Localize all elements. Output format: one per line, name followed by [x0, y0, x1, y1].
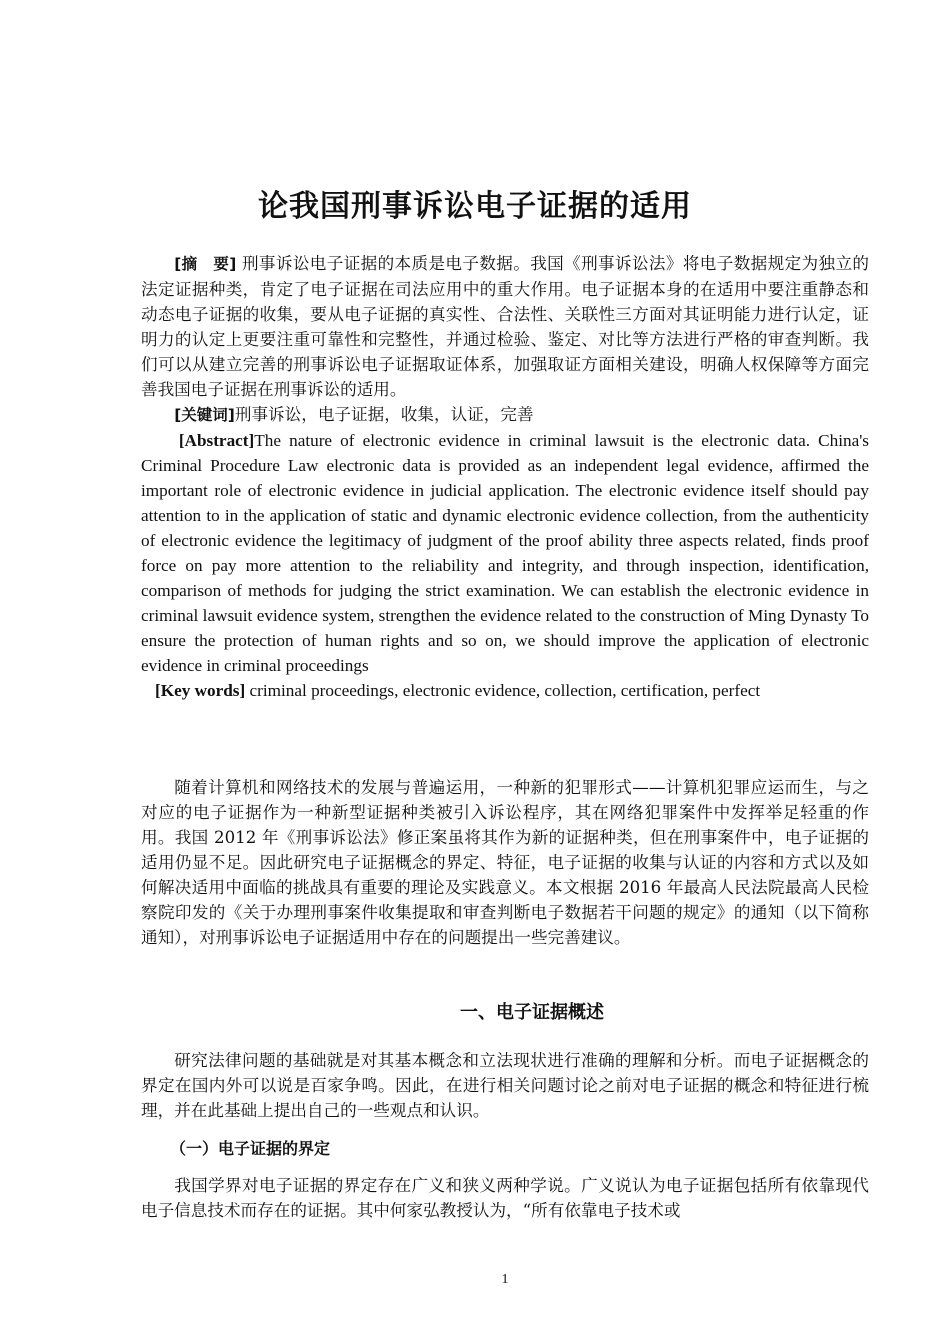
- keywords-zh-text: 刑事诉讼，电子证据，收集，认证，完善: [234, 405, 534, 424]
- abstract-zh-text: 刑事诉讼电子证据的本质是电子数据。我国《刑事诉讼法》将电子数据规定为独立的法定证据种类，肯定了电子证据在司法应用中的重大作用。电子证据本身的在适用中要注重静态和动态电子证据的收集，要从电子证据的真实性、合法性、关联性三方面对其证明能力进行认定，证明力的认定上更要注重可靠性和完整性，并通过检验、鉴定、对比等方法进行严格的审查判断。我们可以从建立完善的刑事诉讼电子证据取证体系，加强取证方面相关建设，明确人权保障等方面完善我国电子证据在刑事诉讼的适用。: [141, 254, 869, 399]
- abstract-section: [141, 251, 869, 703]
- subsection-paragraph: 我国学界对电子证据的界定存在广义和狭义两种学说。广义说认为电子证据包括所有依靠现代电子信息技术而存在的证据。其中何家弘教授认为，“所有依靠电子技术或: [141, 1176, 869, 1220]
- abstract-en-label: [Abstract]: [178, 431, 255, 450]
- paper-title: 论我国刑事诉讼电子证据的适用: [258, 189, 692, 224]
- abstract-en: [141, 428, 869, 678]
- keywords-en: [141, 678, 869, 703]
- page-number: 1: [501, 1272, 509, 1287]
- abstract-zh: [141, 251, 869, 402]
- abstract-zh-label: [摘 要]: [174, 255, 237, 273]
- introduction-section: [141, 775, 869, 950]
- abstract-en-text: The nature of electronic evidence in criminal lawsuit is the electronic data. China's Criminal Procedure Law electronic data is provided as an independent legal evidence, affirmed the important role of electronic evidence in judicial application. The electronic evidence itself should pay attention to in the application of static and dynamic electronic evidence collection, from the authenticity of electronic evidence the legitimacy of judgment of the proof ability three aspects related, finds proof force on pay more attention to the reliability and integrity, and through inspection, identification, comparison of methods for judging the strict examination. We can establish the electronic evidence in criminal lawsuit evidence system, strengthen the evidence related to the construction of Ming Dynasty To ensure the protection of human rights and so on, we should improve the application of electronic evidence in criminal proceedings: [141, 431, 869, 675]
- subsection-heading: （一）电子证据的界定: [170, 1139, 331, 1158]
- section-heading: 一、电子证据概述: [460, 1002, 604, 1023]
- intro-paragraph: 随着计算机和网络技术的发展与普遍运用，一种新的犯罪形式——计算机犯罪应运而生，与之对应的电子证据作为一种新型证据种类被引入诉讼程序，其在网络犯罪案件中发挥举足轻重的作用。我国 2012 年《刑事诉讼法》修正案虽将其作为新的证据种类，但在刑事案件中，电子证据的适用仍显不足。因此研究电子证据概念的界定、特征，电子证据的收集与认证的内容和方式以及如何解决适用中面临的挑战具有重要的理论及实践意义。本文根据 2016 年最高人民法院最高人民检察院印发的《关于办理刑事案件收集提取和审查判断电子数据若干问题的规定》的通知（以下简称通知），对刑事诉讼电子证据适用中存在的问题提出一些完善建议。: [141, 778, 869, 947]
- keywords-zh: [141, 402, 869, 428]
- subsection-body: [141, 1173, 869, 1223]
- keywords-en-text: criminal proceedings, electronic evidence, collection, certification, perfect: [245, 681, 761, 700]
- section-body: [141, 1048, 869, 1123]
- keywords-zh-label: [关键词]: [174, 406, 235, 424]
- section-paragraph: 研究法律问题的基础就是对其基本概念和立法现状进行准确的理解和分析。而电子证据概念的界定在国内外可以说是百家争鸣。因此，在进行相关问题讨论之前对电子证据的概念和特征进行梳理，并在此基础上提出自己的一些观点和认识。: [141, 1051, 869, 1120]
- keywords-en-label: [Key words]: [155, 681, 246, 700]
